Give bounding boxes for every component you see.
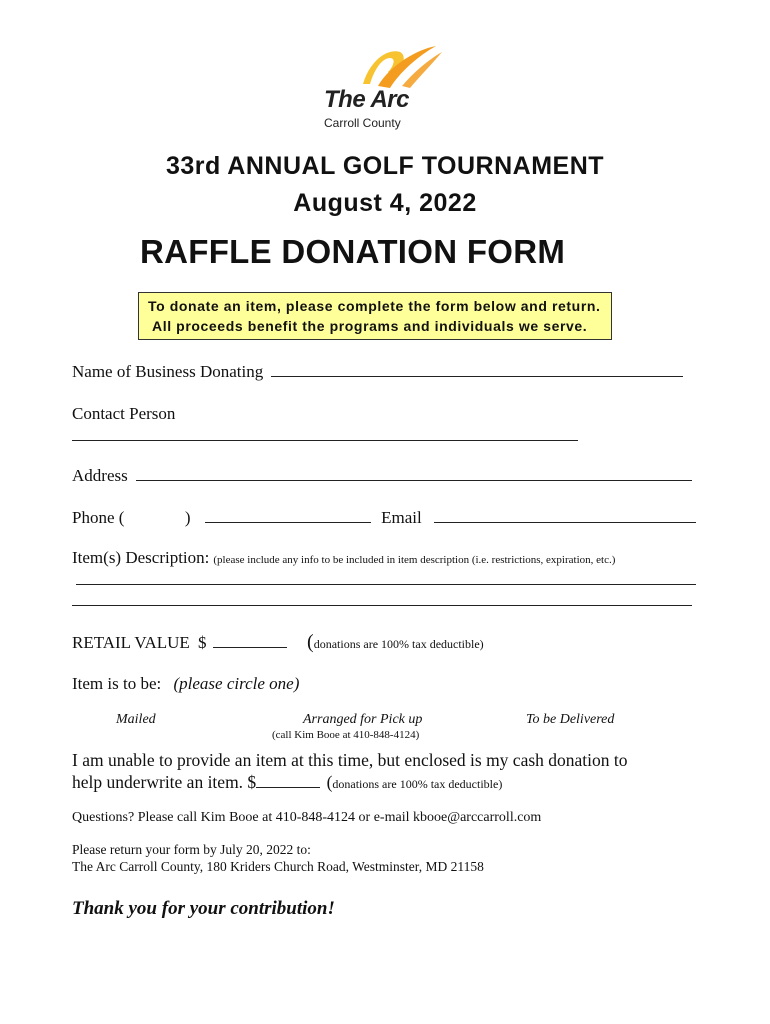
retail-paren: ( xyxy=(307,631,314,653)
retail-label: RETAIL VALUE xyxy=(72,633,190,652)
form-title: RAFFLE DONATION FORM xyxy=(140,233,566,270)
business-label: Name of Business Donating xyxy=(72,362,264,381)
cash-paren: ( xyxy=(326,772,333,792)
logo-subtitle: Carroll County xyxy=(324,116,401,130)
cash-note: donations are 100% tax deductible) xyxy=(332,777,503,791)
retail-currency: $ xyxy=(198,633,207,652)
items-line-1[interactable] xyxy=(76,584,696,585)
delivery-label: Item is to be: xyxy=(72,674,162,693)
return-address: The Arc Carroll County, 180 Kriders Church Road, Westminster, MD 21158 xyxy=(72,859,484,874)
address-row xyxy=(72,466,692,486)
items-note: (please include any info to be included in item description (i.e. restrictions, expiration, etc.) xyxy=(213,554,616,566)
option-pickup[interactable]: Arranged for Pick up xyxy=(303,712,423,727)
option-mailed[interactable]: Mailed xyxy=(116,712,156,727)
contact-input-line[interactable] xyxy=(72,440,578,441)
return-by-text: Please return your form by July 20, 2022 to: xyxy=(72,842,311,857)
retail-input-line[interactable] xyxy=(213,633,287,648)
items-row xyxy=(72,548,615,568)
phone-close: ) xyxy=(184,508,191,527)
phone-email-row xyxy=(72,508,696,528)
pickup-note: (call Kim Booe at 410-848-4124) xyxy=(272,729,420,741)
notice-line-1: To donate an item, please complete the form below and return. xyxy=(148,298,601,314)
event-title: 33rd ANNUAL GOLF TOURNAMENT xyxy=(165,152,605,180)
cash-line-2: help underwrite an item. $ xyxy=(72,772,257,792)
option-delivered[interactable]: To be Delivered xyxy=(526,712,615,727)
retail-note: donations are 100% tax deductible) xyxy=(313,637,484,651)
address-label: Address xyxy=(72,466,128,485)
business-row xyxy=(72,362,683,382)
logo-name: The Arc xyxy=(324,86,409,113)
contact-label: Contact Person xyxy=(72,404,176,423)
event-date: August 4, 2022 xyxy=(293,189,477,217)
cash-row-2 xyxy=(72,772,502,793)
cash-line-1: I am unable to provide an item at this time, but enclosed is my cash donation to xyxy=(72,750,628,770)
phone-label: Phone ( xyxy=(72,508,125,527)
thank-you-text: Thank you for your contribution! xyxy=(72,898,335,919)
delivery-instruction: (please circle one) xyxy=(173,674,300,693)
email-input-line[interactable] xyxy=(434,508,696,523)
items-line-2[interactable] xyxy=(72,605,692,606)
delivery-row xyxy=(72,674,299,694)
address-input-line[interactable] xyxy=(136,466,692,481)
business-input-line[interactable] xyxy=(271,362,683,377)
notice-line-2: All proceeds benefit the programs and individuals we serve. xyxy=(152,318,588,334)
phone-input-line[interactable] xyxy=(205,508,371,523)
questions-text: Questions? Please call Kim Booe at 410-848-4124 or e-mail kbooe@arccarroll.com xyxy=(72,810,542,825)
email-label: Email xyxy=(381,508,422,527)
retail-row xyxy=(72,631,484,654)
items-label: Item(s) Description: xyxy=(72,548,210,567)
cash-input-line[interactable] xyxy=(256,773,320,788)
